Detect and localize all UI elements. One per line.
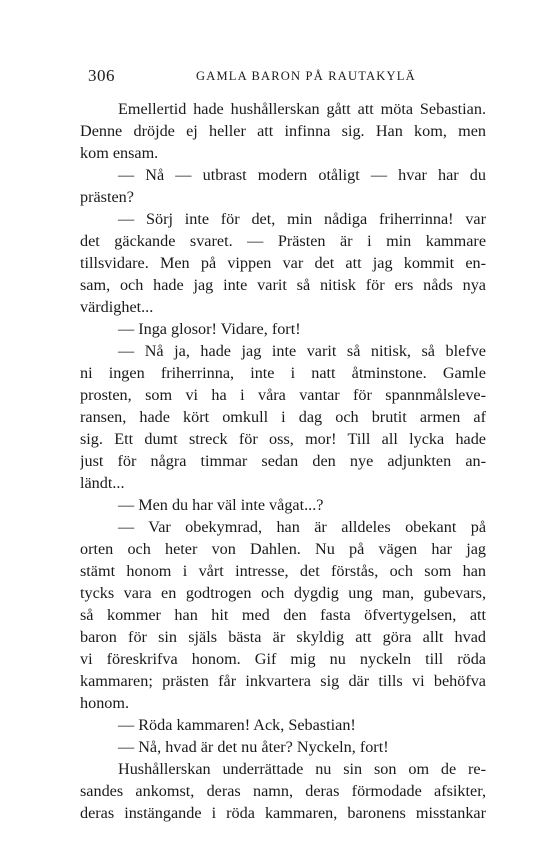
text-line: prästen?: [80, 188, 134, 206]
text-line: — Var obekymrad, han är alldeles obekant på: [118, 518, 486, 536]
running-title: GAMLA BARON PÅ RAUTAKYLÄ: [196, 69, 416, 83]
text-line: — Sörj inte för det, min nådiga friherrinna! var: [118, 210, 486, 228]
text-line: — Röda kammaren! Ack, Sebastian!: [118, 716, 356, 734]
text-line: kammaren; prästen får inkvartera sig där tills vi behöfva: [80, 672, 486, 690]
text-line: kom ensam.: [80, 144, 159, 162]
text-line: — Inga glosor! Vidare, fort!: [118, 320, 301, 338]
text-line: — Men du har väl inte vågat...?: [118, 496, 324, 514]
text-line: stämt honom i vårt intresse, det förstås, och som han: [80, 562, 486, 580]
text-line: baron för sin själs bästa är skyldig att göra allt hvad: [80, 628, 486, 646]
text-line: sig. Ett dumt streck för oss, mor! Till all lycka hade: [80, 430, 486, 448]
text-line: — Nå ja, hade jag inte varit så nitisk, så blefve: [118, 342, 486, 360]
text-line: honom.: [80, 694, 130, 712]
text-line: ländt...: [80, 474, 125, 492]
text-line: — Nå, hvad är det nu åter? Nyckeln, fort!: [118, 738, 389, 756]
text-line: — Nå — utbrast modern otåligt — hvar har du: [118, 166, 486, 184]
running-head: [80, 66, 486, 90]
body-text: [80, 98, 486, 824]
text-line: tillsvidare. Men på vippen var det att jag kommit en-: [80, 254, 486, 272]
text-line: Denne dröjde ej heller att infinna sig. Han kom, men: [80, 122, 486, 140]
text-line: just för några timmar sedan den nye adjunkten an-: [80, 452, 486, 470]
text-line: orten och heter von Dahlen. Nu på vägen har jag: [80, 540, 486, 558]
text-line: vi föreskrifva honom. Gif mig nu nyckeln till röda: [80, 650, 486, 668]
page-number: 306: [88, 66, 115, 85]
text-line: Hushållerskan underrättade nu sin son om de re-: [118, 760, 486, 778]
text-line: prosten, som vi ha i våra vantar för spannmålsleve-: [80, 386, 486, 404]
text-line: Emellertid hade hushållerskan gått att möta Sebastian.: [118, 100, 486, 118]
text-line: deras instängande i röda kammaren, baronens misstankar: [80, 804, 486, 822]
text-line: ni ingen friherrinna, inte i natt åtminstone. Gamle: [80, 364, 486, 382]
text-line: det gäckande svaret. — Prästen är i min kammare: [80, 232, 486, 250]
text-line: sam, och hade jag inte varit så nitisk för ers nåds nya: [80, 276, 486, 294]
text-line: tycks vara en godtrogen och dygdig ung man, gubevars,: [80, 584, 486, 602]
text-line: ransen, hade kört omkull i dag och brutit armen af: [80, 408, 486, 426]
text-line: värdighet...: [80, 298, 154, 316]
text-line: sandes ankomst, deras namn, deras förmodade afsikter,: [80, 782, 486, 800]
text-line: så kommer han hit med den fasta öfvertygelsen, att: [80, 606, 486, 624]
